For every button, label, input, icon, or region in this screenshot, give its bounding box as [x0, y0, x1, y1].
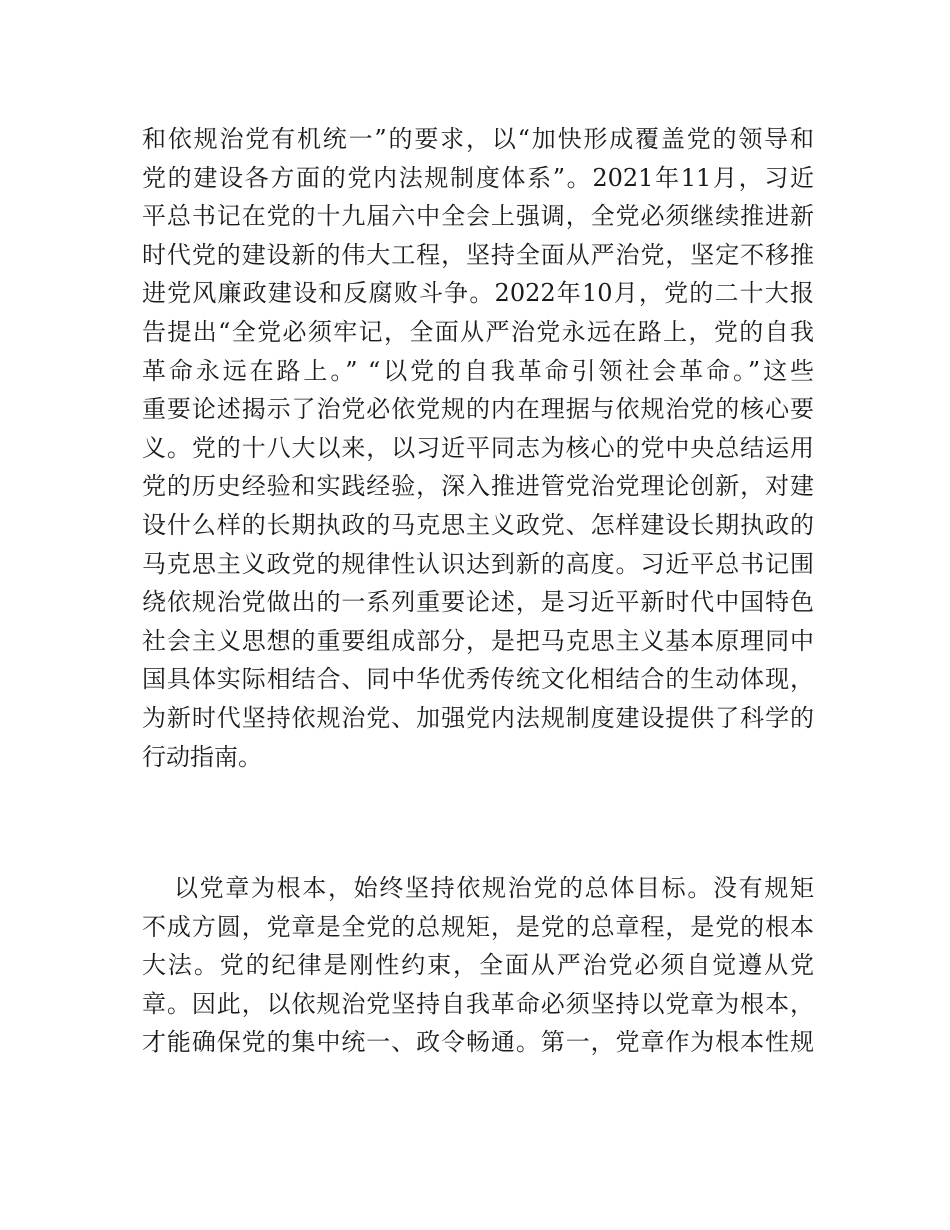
- paragraph-1-line-10: 党的历史经验和实践经验，深入推进管党治党理论创新，对建: [142, 472, 814, 501]
- paragraph-1: [142, 120, 814, 776]
- paragraph-2-line-5: 才能确保党的集中统一、政令畅通。第一，党章作为根本性规: [142, 1028, 814, 1057]
- paragraph-1-line-17: 行动指南。: [142, 742, 262, 771]
- paragraph-1-line-2: 党的建设各方面的党内法规制度体系”。2021年11月，习近: [142, 163, 814, 192]
- paragraph-1-line-6: 告提出“全党必须牢记，全面从严治党永远在路上，党的自我: [142, 317, 814, 346]
- paragraph-1-line-14: 社会主义思想的重要组成部分，是把马克思主义基本原理同中: [142, 626, 814, 655]
- paragraph-1-line-3: 平总书记在党的十九届六中全会上强调，全党必须继续推进新: [142, 202, 814, 231]
- paragraph-1-line-11: 设什么样的长期执政的马克思主义政党、怎样建设长期执政的: [142, 510, 814, 539]
- paragraph-1-line-9: 义。党的十八大以来，以习近平同志为核心的党中央总结运用: [142, 433, 814, 462]
- paragraph-1-line-16: 为新时代坚持依规治党、加强党内法规制度建设提供了科学的: [142, 703, 814, 732]
- paragraph-1-line-13: 绕依规治党做出的一系列重要论述，是习近平新时代中国特色: [142, 588, 814, 617]
- paragraph-1-line-5: 进党风廉政建设和反腐败斗争。2022年10月，党的二十大报: [142, 279, 814, 308]
- paragraph-1-line-15: 国具体实际相结合、同中华优秀传统文化相结合的生动体现，: [142, 665, 814, 694]
- paragraph-1-line-7: 革命永远在路上。” “以党的自我革命引领社会革命。”这些: [142, 356, 814, 385]
- paragraph-1-line-8: 重要论述揭示了治党必依党规的内在理据与依规治党的核心要: [142, 395, 814, 424]
- paragraph-1-line-4: 时代党的建设新的伟大工程，坚持全面从严治党，坚定不移推: [142, 240, 814, 269]
- paragraph-2-line-3: 大法。党的纪律是刚性约束，全面从严治党必须自觉遵从党: [142, 951, 814, 980]
- paragraph-1-line-1: 和依规治党有机统一”的要求，以“加快形成覆盖党的领导和: [142, 125, 814, 153]
- paragraph-2: [142, 869, 814, 1062]
- paragraph-1-line-12: 马克思主义政党的规律性认识达到新的高度。习近平总书记围: [142, 549, 814, 578]
- paragraph-2-line-4: 章。因此，以依规治党坚持自我革命必须坚持以党章为根本，: [142, 989, 814, 1018]
- paragraph-2-line-1: 以党章为根本，始终坚持依规治党的总体目标。没有规矩: [174, 874, 814, 902]
- paragraph-2-line-2: 不成方圆，党章是全党的总规矩，是党的总章程，是党的根本: [142, 912, 814, 941]
